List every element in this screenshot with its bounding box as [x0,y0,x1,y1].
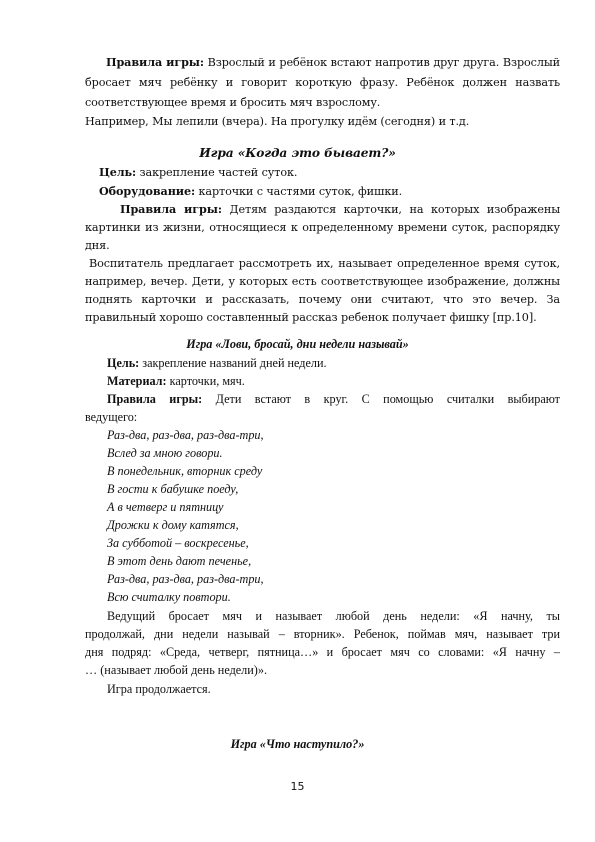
material-text: карточки, мяч. [166,374,245,388]
rules-line [107,392,560,407]
poem-line: За субботой – воскресенье, [107,536,249,550]
paragraph-line: Ведущий бросает мяч и называет любой день недели: «Я начну, ты [107,609,560,623]
rules-label: Правила игры: [120,202,222,216]
rules-text: Взрослый и ребёнок встают напротив друг друга. Взрослый [203,56,560,69]
rules-label: Правила игры: [106,55,204,69]
poem-line: В этот день дают печенье, [107,554,252,568]
paragraph-line: поднять карточки и рассказать, почему они считают, что это вечер. За [85,293,560,306]
paragraph-line: Игра продолжается. [107,682,211,696]
goal-text: закрепление названий дней недели. [139,356,327,370]
poem-line: Дрожки к дому катятся, [107,518,239,532]
equipment-line [99,184,402,199]
paragraph-line: картинки из жизни, относящиеся к определенному времени суток, распорядку [85,221,560,234]
goal-line [99,165,297,180]
poem-line: Раз-два, раз-два, раз-два-три, [107,428,264,442]
paragraph-line: Воспитатель предлагает рассмотреть их, называет определенное время суток, [89,257,560,270]
poem-line: Всю считалку повтори. [107,590,231,604]
paragraph-line: … (называет любой день недели)». [85,663,267,677]
goal-line [107,356,327,371]
page-number: 15 [290,780,305,793]
goal-label: Цель: [99,165,137,179]
poem-line: Раз-два, раз-два, раз-два-три, [107,572,264,586]
paragraph-line: продолжай, дни недели называй – вторник». Ребенок, поймав мяч, называет три [85,627,560,641]
paragraph-line: например, вечер. Дети, у которых есть соответствующее изображение, должны [85,275,560,288]
game-title-when: Игра «Когда это бывает?» [199,146,396,160]
paragraph-line: соответствующее время и бросить мяч взрослому. [85,96,381,109]
material-line [107,374,245,389]
rules-text: Детям раздаются карточки, на которых изображены [221,203,560,216]
paragraph-line: дня. [85,239,110,252]
game-title-catch: Игра «Лови, бросай, дни недели называй» [186,337,409,351]
poem-line: В понедельник, вторник среду [107,464,263,478]
example-line: Например, Мы лепили (вчера). На прогулку идём (сегодня) и т.д. [85,115,470,128]
game-title-what-came: Игра «Что наступило?» [230,737,365,751]
material-label: Материал: [107,374,167,388]
paragraph-line: дня подряд: «Среда, четверг, пятница…» и бросает мяч со словами: «Я начну – [85,645,560,659]
paragraph-line: бросает мяч ребёнку и говорит короткую фразу. Ребёнок должен назвать [85,76,560,89]
poem-line: В гости к бабушке поеду, [107,482,239,496]
poem-line: А в четверг и пятницу [107,500,224,514]
paragraph-line: ведущего: [85,410,138,424]
goal-label: Цель: [107,356,140,370]
rules-line [120,202,560,217]
poem-line: Вслед за мною говори. [107,446,223,460]
rules-paragraph-line [106,55,560,70]
rules-label: Правила игры: [107,392,203,406]
equipment-text: карточки с частями суток, фишки. [195,185,403,198]
equipment-label: Оборудование: [99,184,196,198]
goal-text: закрепление частей суток. [136,166,298,179]
paragraph-line: правильный хорошо составленный рассказ ребенок получает фишку [пр.10]. [85,311,537,324]
rules-text: Дети встают в круг. С помощью считалки выбирают [202,392,561,406]
